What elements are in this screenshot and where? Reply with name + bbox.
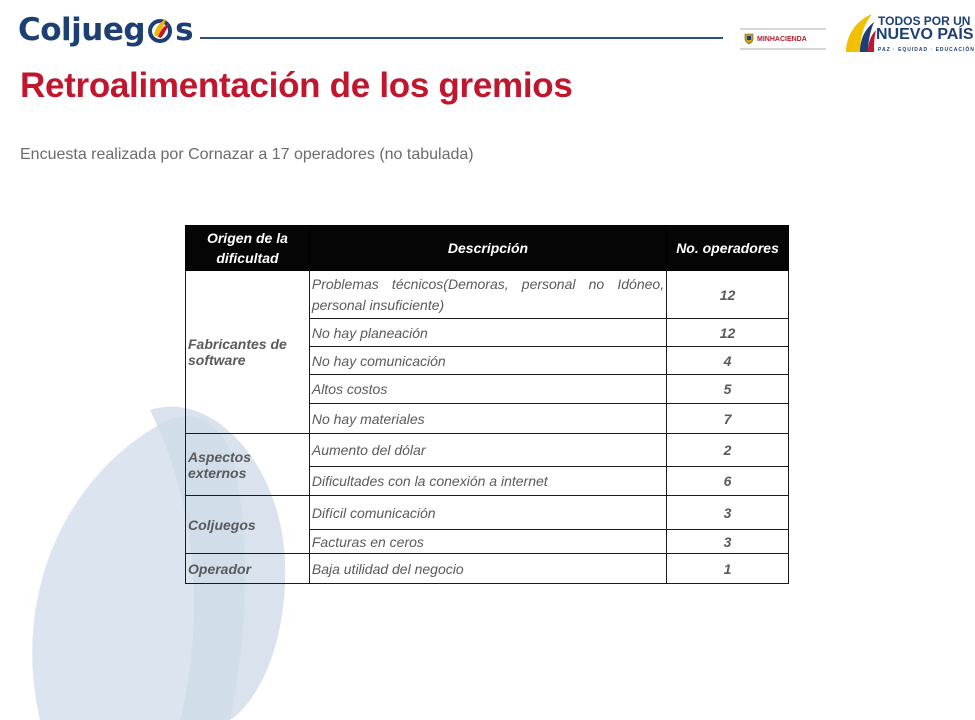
coat-of-arms-icon — [744, 33, 754, 45]
count-cell: 2 — [667, 434, 789, 467]
origin-cell: Aspectos externos — [186, 434, 310, 496]
slogan-line-2: NUEVO PAÍS — [876, 26, 974, 43]
minhacienda-logo — [740, 28, 826, 50]
count-cell: 12 — [667, 319, 789, 347]
survey-table — [185, 225, 789, 584]
description-cell: Altos costos — [309, 375, 666, 404]
count-cell: 1 — [667, 554, 789, 584]
logo-flame-icon — [146, 15, 174, 45]
header-divider — [200, 37, 723, 39]
header-bar — [0, 0, 975, 60]
description-cell: Facturas en ceros — [309, 530, 666, 554]
slogan-line-3: PAZ · EQUIDAD · EDUCACIÓN — [878, 47, 975, 53]
count-cell: 3 — [667, 496, 789, 530]
logo-text-right: s — [175, 12, 194, 48]
header-origin: Origen de la dificultad — [186, 226, 310, 271]
table-row — [186, 434, 789, 467]
count-cell: 6 — [667, 467, 789, 496]
page-title: Retroalimentación de los gremios — [20, 66, 573, 105]
page-subtitle: Encuesta realizada por Cornazar a 17 operadores (no tabulada) — [20, 146, 474, 163]
origin-cell: Fabricantes de software — [186, 271, 310, 434]
ministry-label: MINHACIENDA — [757, 35, 807, 43]
slogan-line-1: TODOS POR UN — [878, 14, 971, 28]
description-cell: Baja utilidad del negocio — [309, 554, 666, 584]
description-cell: No hay planeación — [309, 319, 666, 347]
origin-cell: Operador — [186, 554, 310, 584]
table-row — [186, 271, 789, 319]
description-cell: No hay comunicación — [309, 347, 666, 375]
count-cell: 4 — [667, 347, 789, 375]
description-cell: Problemas técnicos(Demoras, personal no Idóneo, personal insuficiente) — [309, 271, 666, 319]
table-header-row — [186, 226, 789, 271]
count-cell: 7 — [667, 404, 789, 434]
header-description: Descripción — [309, 226, 666, 271]
table-row — [186, 496, 789, 530]
count-cell: 12 — [667, 271, 789, 319]
coljuegos-logo — [18, 10, 193, 50]
count-cell: 5 — [667, 375, 789, 404]
todos-por-un-nuevo-pais-logo — [842, 12, 975, 60]
origin-cell: Coljuegos — [186, 496, 310, 554]
header-count: No. operadores — [667, 226, 789, 271]
description-cell: No hay materiales — [309, 404, 666, 434]
colombia-flag-swoosh-icon — [842, 12, 876, 58]
count-cell: 3 — [667, 530, 789, 554]
table-row — [186, 554, 789, 584]
logo-text-left: Coljueg — [18, 12, 146, 48]
description-cell: Dificultades con la conexión a internet — [309, 467, 666, 496]
description-cell: Difícil comunicación — [309, 496, 666, 530]
description-cell: Aumento del dólar — [309, 434, 666, 467]
